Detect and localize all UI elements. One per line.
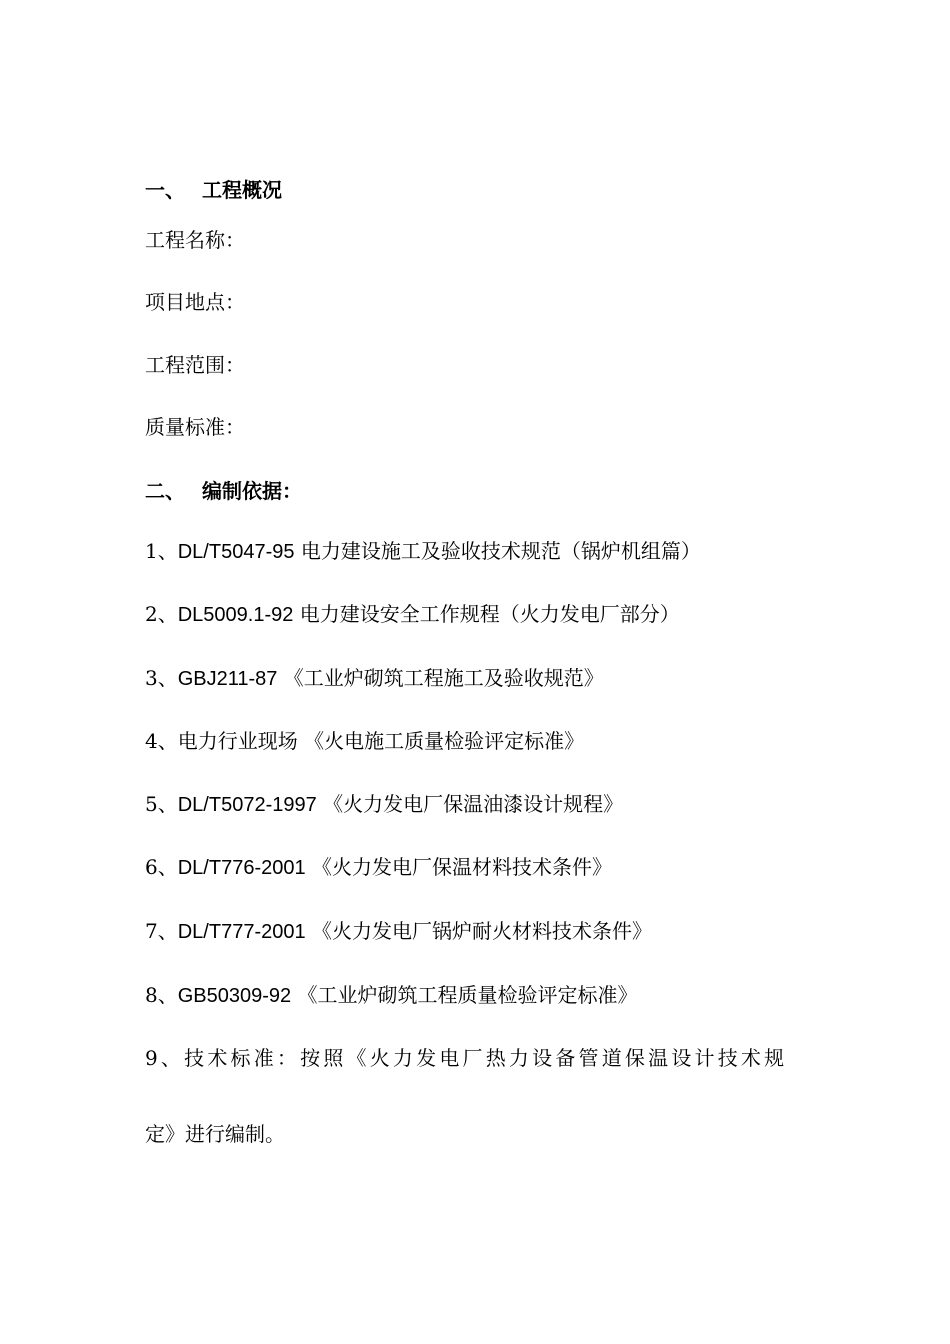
section-number: 一、 <box>145 178 185 202</box>
item-prefix: 7、 <box>145 919 178 943</box>
item-code: DL/T5047-95 <box>177 541 295 563</box>
field-project-name: 工程名称： <box>145 228 245 252</box>
section-number: 二、 <box>145 479 185 503</box>
field-quality-standard: 质量标准： <box>145 415 245 439</box>
item-text: 《火力发电厂保温材料技术条件》 <box>305 855 612 879</box>
item-text: 电力建设施工及验收技术规范（锅炉机组篇） <box>294 539 701 563</box>
item-prefix: 2、 <box>145 602 178 626</box>
field-project-location: 项目地点： <box>145 290 245 314</box>
item-prefix: 6、 <box>145 855 178 879</box>
item-prefix: 5、 <box>145 792 178 816</box>
item-prefix: 3、 <box>145 666 178 690</box>
list-item <box>145 727 584 756</box>
list-item <box>145 664 604 693</box>
item-code: DL/T776-2001 <box>177 857 306 879</box>
item-text: 《工业炉砌筑工程质量检验评定标准》 <box>291 983 638 1007</box>
item-text: 电力建设安全工作规程（火力发电厂部分） <box>293 602 680 626</box>
section-heading-overview <box>145 176 282 204</box>
item-code: GBJ211-87 <box>177 668 278 690</box>
list-item-9-line-2: 定》进行编制。 <box>145 1122 285 1146</box>
section-heading-basis <box>145 477 302 505</box>
item-code: DL/T5072-1997 <box>177 794 317 816</box>
item-text: 《火力发电厂锅炉耐火材料技术条件》 <box>305 919 652 943</box>
list-item <box>145 790 623 819</box>
item-text: 电力行业现场 《火电施工质量检验评定标准》 <box>177 729 585 753</box>
list-item <box>145 600 680 629</box>
field-project-scope: 工程范围： <box>145 353 245 377</box>
item-code: GB50309-92 <box>177 985 292 1007</box>
item-prefix: 1、 <box>145 539 178 563</box>
item-text: 《火力发电厂保温油漆设计规程》 <box>316 792 624 816</box>
list-item <box>145 981 638 1010</box>
list-item <box>145 537 701 566</box>
section-title: 工程概况 <box>202 178 282 202</box>
item-code: DL/T777-2001 <box>177 921 306 943</box>
item-prefix: 8、 <box>145 983 178 1007</box>
section-title: 编制依据： <box>202 479 302 503</box>
item-text: 《工业炉砌筑工程施工及验收规范》 <box>277 666 604 690</box>
list-item <box>145 853 612 882</box>
item-code: DL5009.1-92 <box>177 604 294 626</box>
list-item <box>145 917 652 946</box>
list-item-9-line-1: 9、技术标准：按照《火力发电厂热力设备管道保温设计技术规 <box>145 1046 788 1070</box>
item-prefix: 4、 <box>145 729 178 753</box>
